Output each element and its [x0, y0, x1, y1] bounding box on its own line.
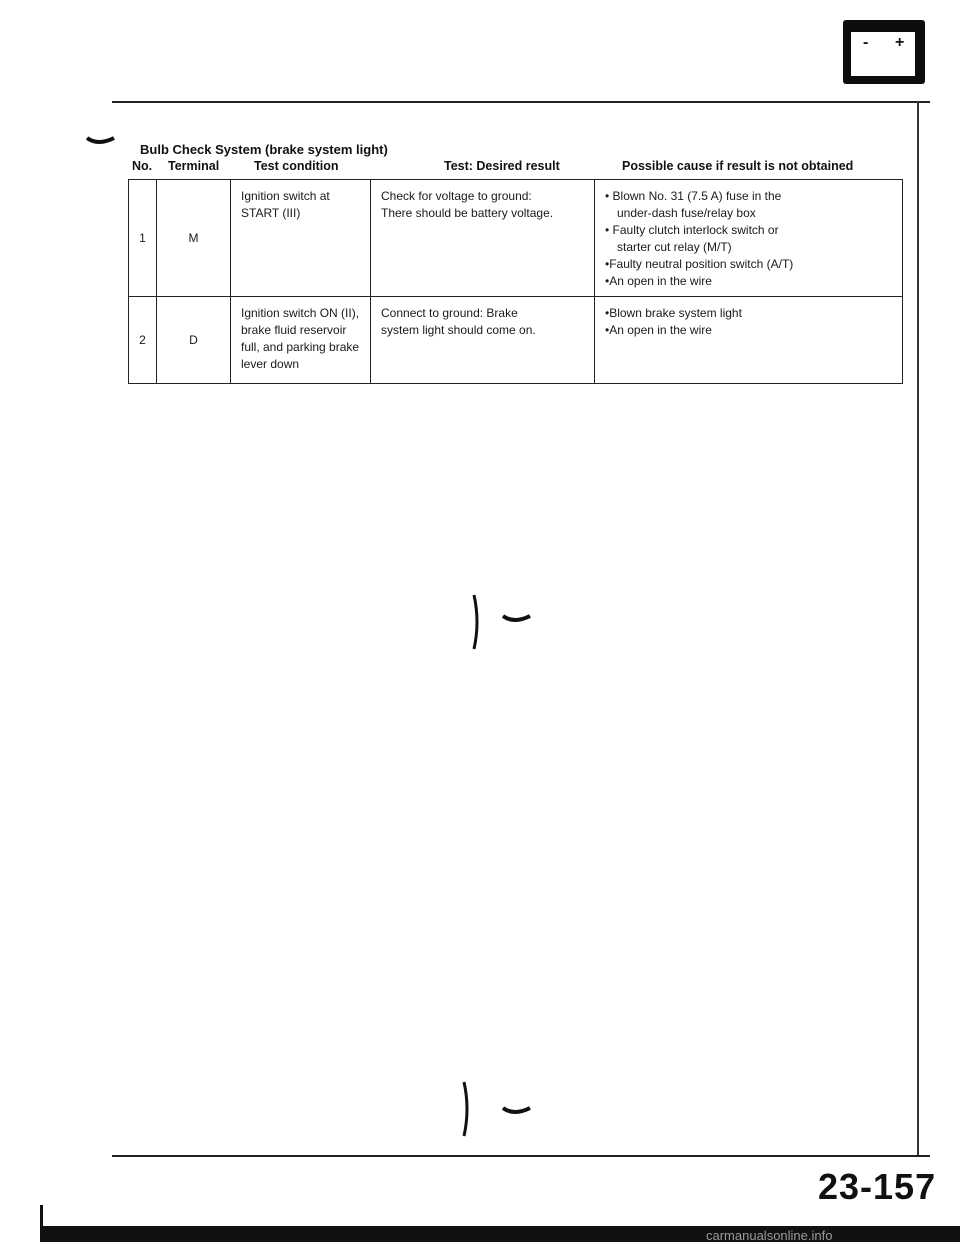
possible-cause-cell — [595, 297, 903, 384]
battery-plus-symbol: + — [895, 34, 905, 51]
cell-text: Connect to ground: Brake — [381, 306, 518, 320]
column-header-possible-cause: Possible cause if result is not obtained — [622, 159, 854, 173]
cell-text: Faulty neutral position switch (A/T) — [609, 257, 794, 271]
cell-text: Ignition switch at — [241, 189, 330, 203]
terminal-cell: D — [157, 297, 231, 384]
cell-text: There should be battery voltage. — [381, 206, 554, 220]
desired-result-cell — [371, 180, 595, 297]
cause-item — [605, 222, 896, 256]
header-rule — [112, 101, 930, 103]
column-header-terminal: Terminal — [168, 159, 220, 173]
battery-icon-face — [851, 32, 915, 76]
possible-cause-cell — [595, 180, 903, 297]
footer-rule — [112, 1155, 930, 1157]
column-header-no: No. — [132, 159, 153, 173]
cell-text: An open in the wire — [609, 323, 712, 337]
test-condition-cell — [231, 180, 371, 297]
cause-item — [605, 273, 896, 290]
watermark: carmanualsonline.info — [706, 1228, 833, 1243]
cell-text: Check for voltage to ground: — [381, 189, 532, 203]
cell-text: Faulty clutch interlock switch or — [612, 223, 779, 237]
cell-text: START (III) — [241, 206, 301, 220]
cell-text: lever down — [241, 357, 300, 371]
cell-text: under-dash fuse/relay box — [617, 206, 756, 220]
test-condition-cell — [231, 297, 371, 384]
cause-list — [605, 188, 896, 290]
page-frame-right — [917, 101, 919, 1156]
page-number: 23-157 — [818, 1166, 937, 1207]
cell-text: Blown No. 31 (7.5 A) fuse in the — [612, 189, 782, 203]
cell-text: brake fluid reservoir — [241, 323, 347, 337]
cell-text: Blown brake system light — [609, 306, 742, 320]
desired-result-cell — [371, 297, 595, 384]
bulb-check-table — [128, 179, 903, 384]
column-header-test-condition: Test condition — [254, 159, 339, 173]
battery-icon — [843, 20, 925, 84]
binding-mark-icon — [462, 1080, 472, 1138]
column-header-desired-result: Test: Desired result — [444, 159, 560, 173]
battery-terminal-icon — [861, 23, 871, 32]
cell-text: An open in the wire — [609, 274, 712, 288]
binding-mark-icon — [86, 136, 116, 148]
table-row — [129, 297, 903, 384]
cell-text: full, and parking brake — [241, 340, 360, 354]
cause-list — [605, 305, 896, 339]
battery-minus-symbol: - — [863, 34, 869, 51]
binding-mark-icon — [472, 593, 482, 651]
cell-text: starter cut relay (M/T) — [617, 240, 732, 254]
terminal-cell: M — [157, 180, 231, 297]
cause-item — [605, 305, 896, 322]
cell-text: system light should come on. — [381, 323, 536, 337]
binding-mark-icon — [502, 614, 532, 626]
battery-terminal-icon — [895, 23, 905, 32]
cell-text: Ignition switch ON (II), — [241, 306, 360, 320]
binding-mark-icon — [502, 1106, 532, 1118]
cause-item — [605, 322, 896, 339]
section-title: Bulb Check System (brake system light) — [140, 142, 388, 157]
table-row — [129, 180, 903, 297]
row-number: 1 — [129, 180, 157, 297]
cause-item — [605, 188, 896, 222]
row-number: 2 — [129, 297, 157, 384]
cause-item — [605, 256, 896, 273]
